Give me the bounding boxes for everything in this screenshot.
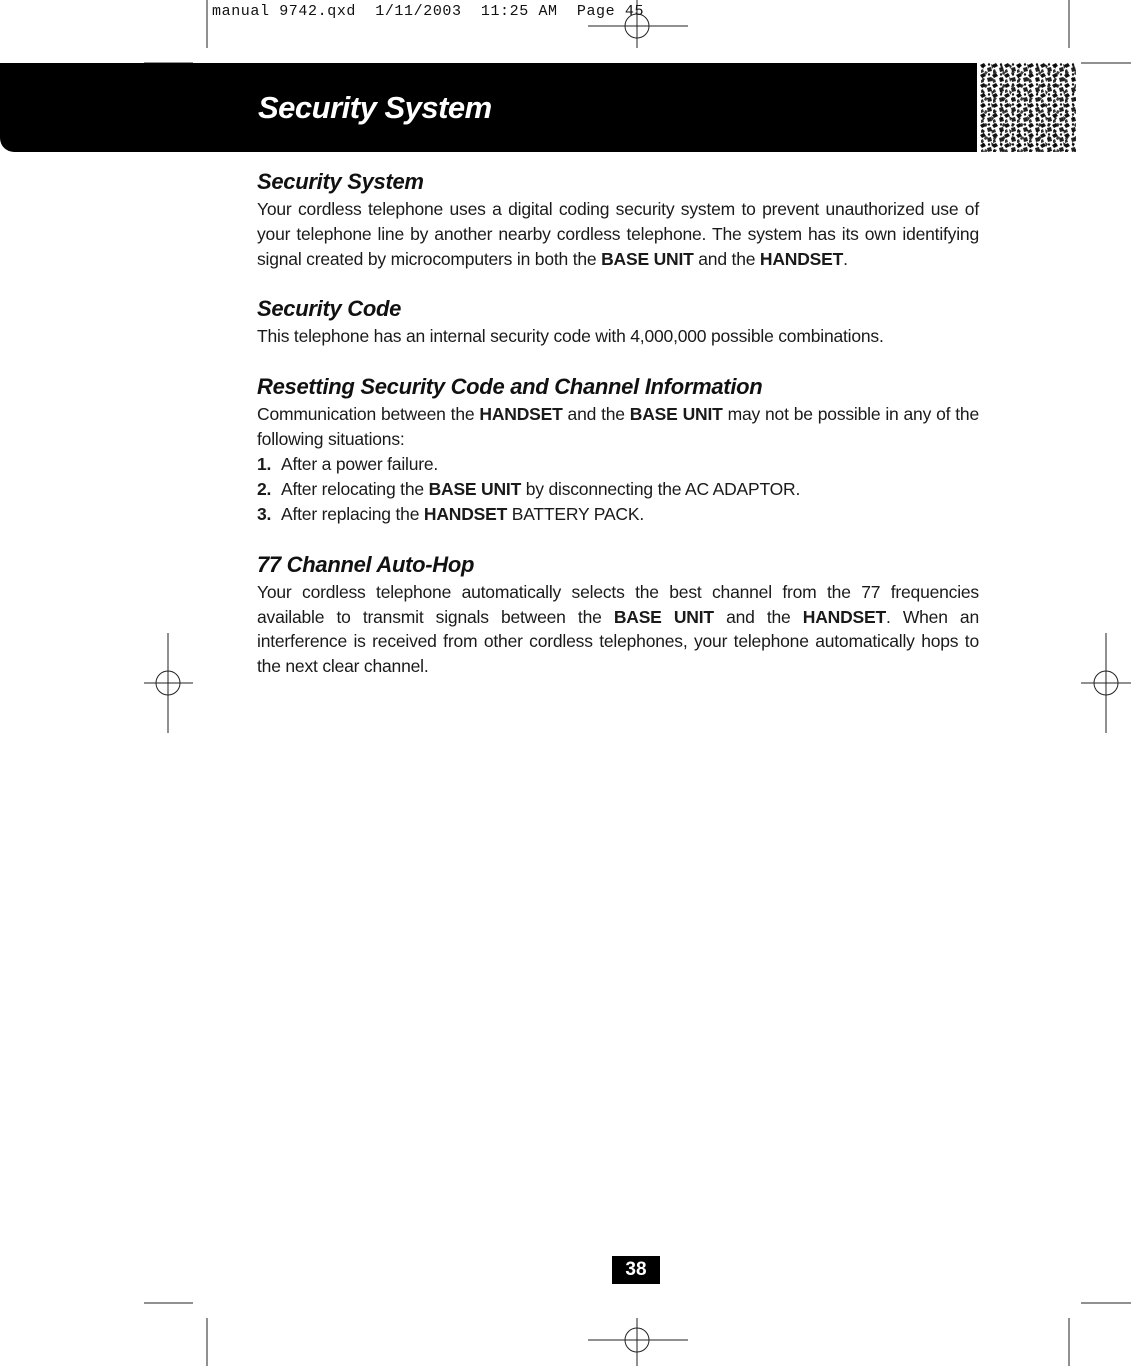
- section-heading: Security Code: [257, 296, 402, 322]
- list-item: 2. After relocating the BASE UNIT by disconnecting the AC ADAPTOR.: [257, 478, 801, 499]
- section-channel-auto-hop: [257, 550, 979, 679]
- section-body: This telephone has an internal security code with 4,000,000 possible combinations.: [257, 326, 884, 347]
- section-heading: 77 Channel Auto-Hop: [257, 551, 475, 577]
- section-heading: Resetting Security Code and Channel Information: [257, 374, 763, 400]
- registration-target-right: [1081, 633, 1131, 733]
- situations-list: [257, 452, 979, 527]
- section-resetting-security-code: [257, 372, 979, 527]
- list-item: 3. After replacing the HANDSET BATTERY PACK.: [257, 503, 644, 524]
- section-security-system: [257, 167, 979, 271]
- decorative-texture-block: [980, 63, 1076, 152]
- section-body: Communication between the HANDSET and the BASE UNIT may not be possible in any of the following situations:: [257, 404, 979, 449]
- registration-target-bottom: [588, 1318, 688, 1366]
- main-content: [257, 167, 979, 702]
- list-item: 1. After a power failure.: [257, 453, 439, 474]
- page-number: 38: [612, 1256, 660, 1284]
- registration-target-left: [144, 633, 193, 733]
- section-body: Your cordless telephone automatically selects the best channel from the 77 frequencies available to transmit signals between the BASE UNIT and the HANDSET. When an interference is received from other cordless telephones, your telephone automatically hops to the next clear channel.: [257, 581, 979, 677]
- printer-slug: manual 9742.qxd 1/11/2003 11:25 AM Page 45: [212, 3, 645, 20]
- section-security-code: [257, 294, 979, 349]
- header-title: Security System: [258, 90, 492, 125]
- section-heading: Security System: [257, 169, 424, 194]
- section-body: Your cordless telephone uses a digital coding security system to prevent unauthorized use of your telephone line by another nearby cordless telephone. The system has its own identifying signal created by microcomputers in both the BASE UNIT and the HANDSET.: [257, 199, 979, 269]
